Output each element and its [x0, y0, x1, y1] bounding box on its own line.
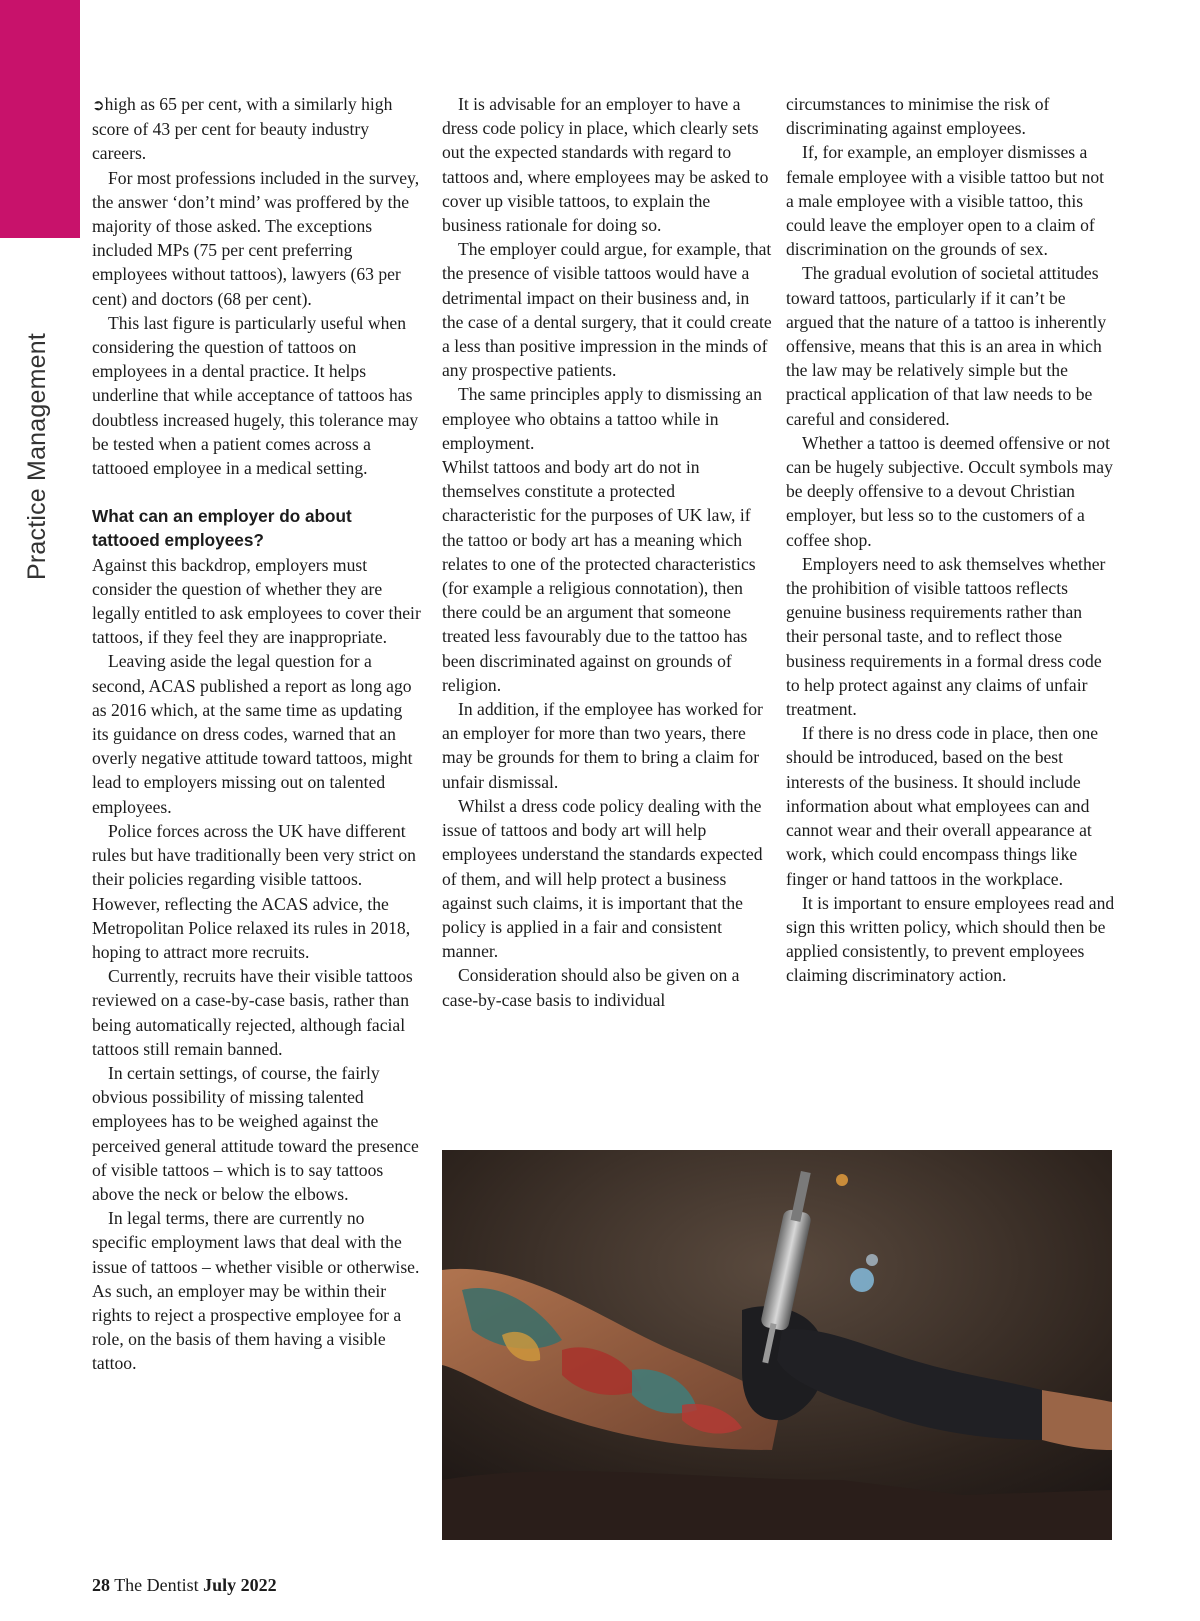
- paragraph: It is important to ensure employees read and sign this written policy, which should then be applied consistently, to prevent employees claiming discriminatory action.: [786, 892, 1115, 986]
- paragraph: circumstances to minimise the risk of discriminating against employees.: [786, 94, 1050, 139]
- tattoo-artist-photo: [442, 1150, 1112, 1540]
- section-label: Practice Management: [23, 333, 51, 580]
- paragraph: Leaving aside the legal question for a second, ACAS published a report as long ago as 2016 which, at the same time as updating its guidance on dress codes, warned that an overly negative attitude toward tattoos, might lead to employers missing out on talented employees.: [92, 651, 413, 817]
- article-column-2: [442, 92, 772, 1012]
- paragraph: [92, 92, 422, 166]
- paragraph: In addition, if the employee has worked for an employer for more than two years, there may be grounds for them to bring a claim for unfair dismissal.: [442, 699, 763, 792]
- paragraph: It is advisable for an employer to have a dress code policy in place, which clearly sets out the expected standards with regard to tattoos and, where employees may be asked to cover up visible tattoos, to explain the business rationale for doing so.: [442, 94, 769, 236]
- paragraph: Consideration should also be given on a case-by-case basis to individual: [442, 965, 740, 1010]
- paragraph: If there is no dress code in place, then one should be introduced, based on the best interests of the business. It should include information about what employees can and cannot wear and their overall appearance at work, which could encompass things like finger or hand tattoos in the workplace.: [786, 723, 1099, 889]
- paragraph: In legal terms, there are currently no specific employment laws that deal with the issue of tattoos – whether visible or otherwise. As such, an employer may be within their rights to reject a prospective employee for a role, on the basis of them having a visible tattoo.: [92, 1208, 420, 1374]
- paragraph: For most professions included in the survey, the answer ‘don’t mind’ was proffered by the majority of those asked. The exceptions included MPs (75 per cent preferring employees without tattoos), lawyers (63 per cent) and doctors (68 per cent).: [92, 167, 420, 309]
- article-column-3: [786, 92, 1116, 988]
- paragraph: Whether a tattoo is deemed offensive or not can be hugely subjective. Occult symbols may be deeply offensive to a devout Christian employer, but less so to the customers of a coffee shop.: [786, 432, 1113, 550]
- accent-bar: [0, 0, 80, 238]
- paragraph: This last figure is particularly useful when considering the question of tattoos on employees in a dental practice. It helps underline that while acceptance of tattoos has doubtless increased hugely, this tolerance may be tested when a patient comes across a tattooed employee in a medical setting.: [92, 312, 419, 479]
- continued-arrow-icon: ➲: [92, 96, 105, 114]
- issue-date: July 2022: [203, 1575, 277, 1595]
- paragraph: Against this backdrop, employers must consider the question of whether they are legally entitled to ask employees to cover their tattoos, if they feel they are inappropriate.: [92, 554, 421, 648]
- page-number: 28: [92, 1575, 110, 1595]
- page-footer: [92, 1575, 277, 1596]
- magazine-name: The Dentist: [114, 1575, 199, 1595]
- paragraph: The gradual evolution of societal attitudes toward tattoos, particularly if it can’t be argued that the nature of a tattoo is inherently offensive, means that this is an area in which the law may be relatively simple but the practical application of that law needs to be careful and considered.: [786, 263, 1107, 429]
- paragraph: If, for example, an employer dismisses a female employee with a visible tattoo but not a male employee with a visible tattoo, this could leave the employer open to a claim of discrimination on the grounds of sex.: [786, 142, 1105, 260]
- paragraph: Employers need to ask themselves whether the prohibition of visible tattoos reflects genuine business requirements rather than their personal taste, and to reflect those business requirements in a formal dress code to help protect against any claims of unfair treatment.: [786, 553, 1106, 720]
- paragraph: Currently, recruits have their visible tattoos reviewed on a case-by-case basis, rather than being automatically rejected, although facial tattoos still remain banned.: [92, 966, 413, 1059]
- subheading: What can an employer do about tattooed employees?: [92, 506, 352, 551]
- paragraph-text: high as 65 per cent, with a similarly high score of 43 per cent for beauty industry careers.: [92, 94, 393, 164]
- paragraph: In certain settings, of course, the fairly obvious possibility of missing talented employees has to be weighed against the perceived general attitude toward the presence of visible tattoos – which is to say tattoos above the neck or below the elbows.: [92, 1062, 419, 1204]
- tattoo-photo-illustration: [442, 1150, 1112, 1540]
- paragraph: The same principles apply to dismissing an employee who obtains a tattoo while in employment.: [442, 384, 762, 453]
- paragraph: Whilst a dress code policy dealing with the issue of tattoos and body art will help employees understand the standards expected of them, and will help protect a business against such claims, it is important that the policy is applied in a fair and consistent manner.: [442, 795, 763, 962]
- article-column-1: [92, 92, 422, 1376]
- paragraph: The employer could argue, for example, that the presence of visible tattoos would have a detrimental impact on their business and, in the case of a dental surgery, that it could create a less than positive impression in the minds of any prospective patients.: [442, 239, 772, 381]
- paragraph: Whilst tattoos and body art do not in themselves constitute a protected characteristic for the purposes of UK law, if the tattoo or body art has a meaning which relates to one of the protected characteristics (for example a religious connotation), then there could be an argument that someone treated less favourably due to the tattoo has been discriminated against on grounds of religion.: [442, 457, 756, 695]
- paragraph: Police forces across the UK have different rules but have traditionally been very strict on their policies regarding visible tattoos. However, reflecting the ACAS advice, the Metropolitan Police relaxed its rules in 2018, hoping to attract more recruits.: [92, 820, 416, 962]
